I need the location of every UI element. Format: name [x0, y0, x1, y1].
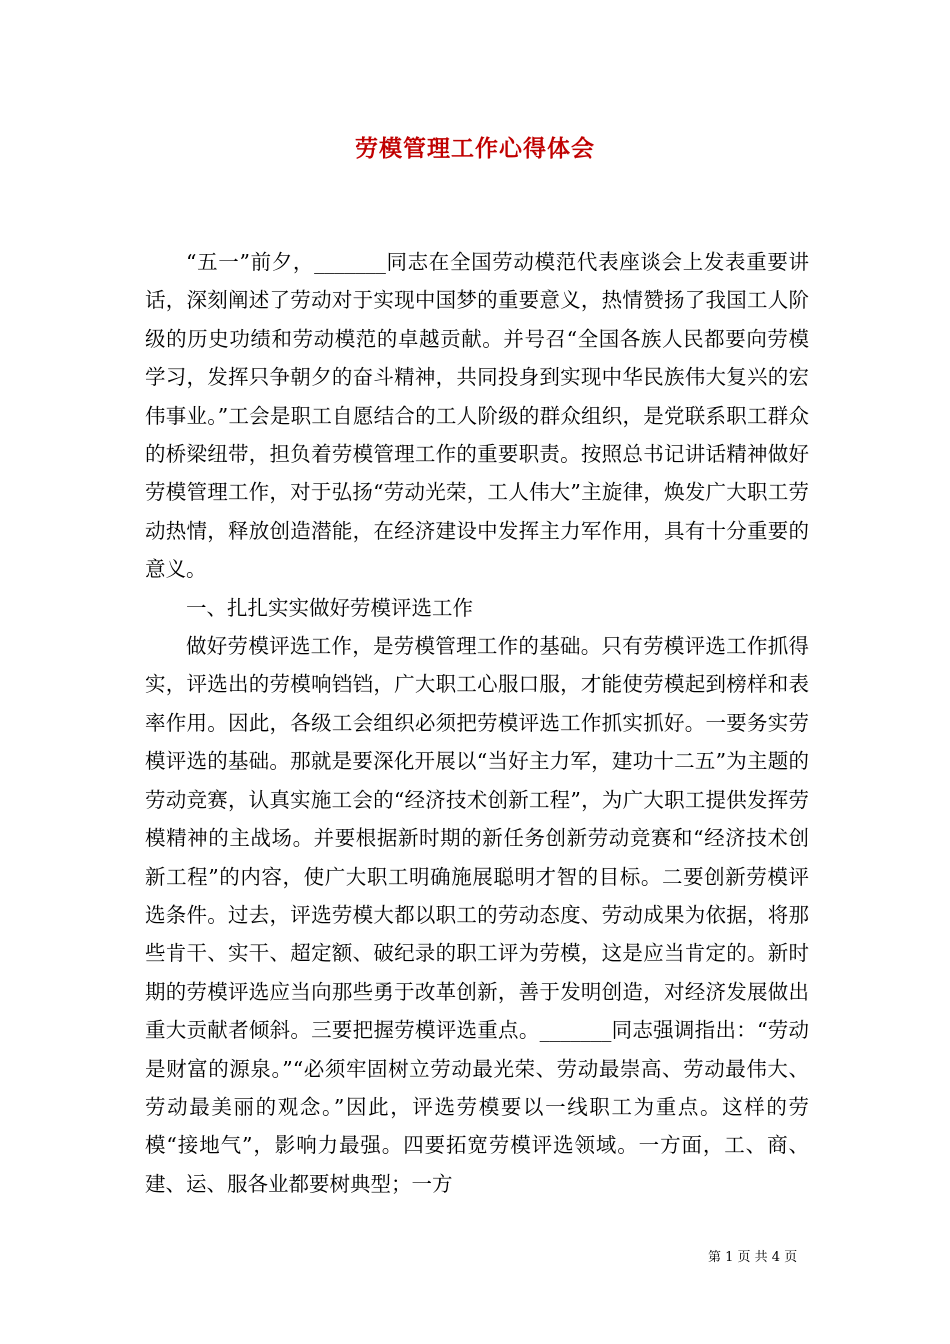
- document-body: [145, 243, 809, 1203]
- page-number-footer: 第 1 页 共 4 页: [708, 1250, 798, 1265]
- document-title: 劳模管理工作心得体会: [355, 135, 595, 162]
- paragraph-section-1: 做好劳模评选工作，是劳模管理工作的基础。只有劳模评选工作抓得实，评选出的劳模响铛铛，广大职工心服口服，才能使劳模起到榜样和表率作用。因此，各级工会组织必须把劳模评选工作抓实抓好。一要务实劳模评选的基础。那就是要深化开展以“当好主力军，建功十二五”为主题的劳动竞赛，认真实施工会的“经济技术创新工程”，为广大职工提供发挥劳模精神的主战场。并要根据新时期的新任务创新劳动竞赛和“经济技术创新工程”的内容，使广大职工明确施展聪明才智的目标。二要创新劳模评选条件。过去，评选劳模大都以职工的劳动态度、劳动成果为依据，将那些肯干、实干、超定额、破纪录的职工评为劳模，这是应当肯定的。新时期的劳模评选应当向那些勇于改革创新，善于发明创造，对经济发展做出重大贡献者倾斜。三要把握劳模评选重点。_______同志强调指出：“劳动是财富的源泉。”“必须牢固树立劳动最光荣、劳动最崇高、劳动最伟大、劳动最美丽的观念。”因此，评选劳模要以一线职工为重点。这样的劳模“接地气”，影响力最强。四要拓宽劳模评选领域。一方面，工、商、建、运、服各业都要树典型；一方: [145, 634, 809, 1196]
- section-heading-1: 一、扎扎实实做好劳模评选工作: [186, 595, 473, 620]
- paragraph-intro: “五一”前夕，_______同志在全国劳动模范代表座谈会上发表重要讲话，深刻阐述了劳动对于实现中国梦的重要意义，热情赞扬了我国工人阶级的历史功绩和劳动模范的卓越贡献。并号召“全国各族人民都要向劳模学习，发挥只争朝夕的奋斗精神，共同投身到实现中华民族伟大复兴的宏伟事业。”工会是职工自愿结合的工人阶级的群众组织，是党联系职工群众的桥梁纽带，担负着劳模管理工作的重要职责。按照总书记讲话精神做好劳模管理工作，对于弘扬“劳动光荣，工人伟大”主旋律，焕发广大职工劳动热情，释放创造潜能，在经济建设中发挥主力军作用，具有十分重要的意义。: [145, 250, 809, 582]
